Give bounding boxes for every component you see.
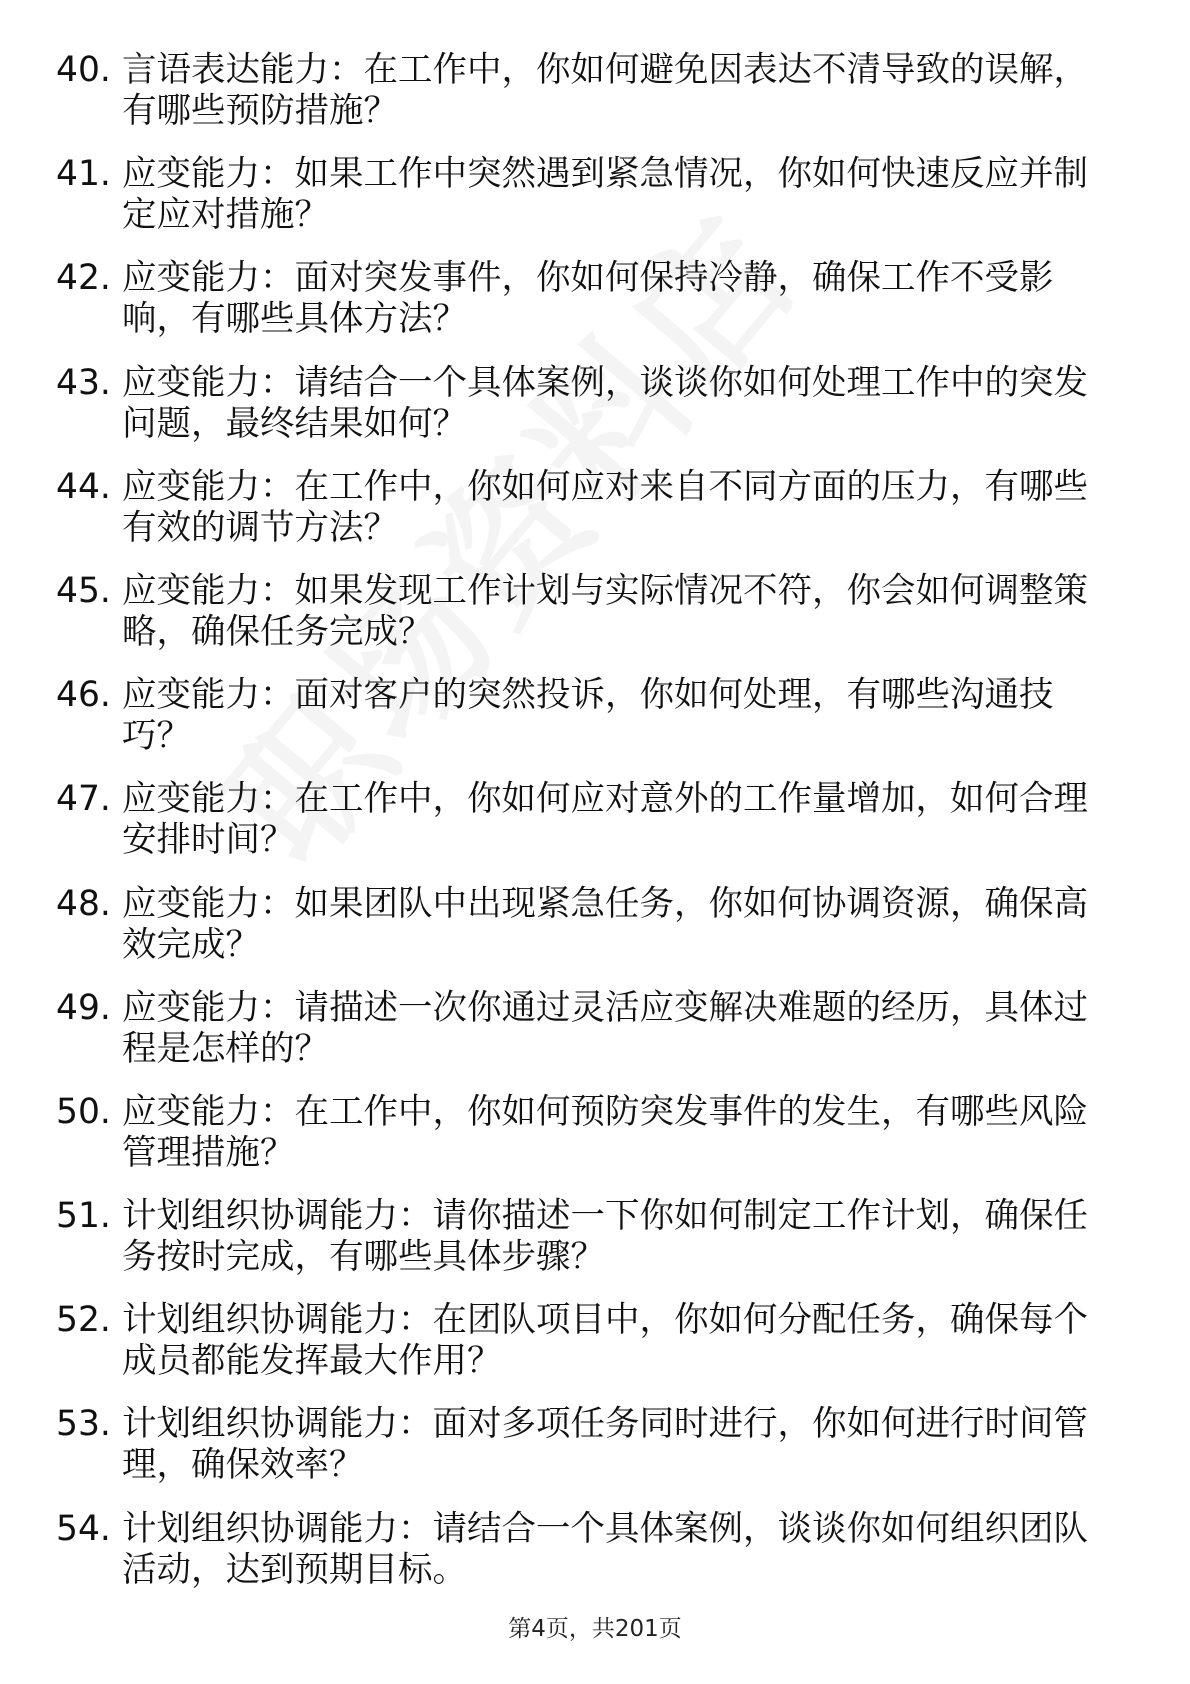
question-number: 53. (56, 1404, 111, 1445)
list-item (56, 154, 1116, 258)
question-number: 46. (56, 675, 111, 716)
question-number: 45. (56, 570, 111, 611)
question-number: 54. (56, 1508, 111, 1549)
question-number: 47. (56, 779, 111, 820)
question-text: 应变能力：面对突发事件，你如何保持冷静，确保工作不受影响，有哪些具体方法？ (122, 258, 1054, 340)
list-item (56, 1300, 1116, 1404)
question-number: 43. (56, 362, 111, 403)
list-item (56, 1092, 1116, 1196)
question-text: 计划组织协调能力：在团队项目中，你如何分配任务，确保每个成员都能发挥最大作用？ (122, 1300, 1088, 1382)
list-item (56, 467, 1116, 571)
question-number: 40. (56, 50, 111, 90)
list-item (56, 779, 1116, 883)
list-item (56, 258, 1116, 362)
question-text: 应变能力：面对客户的突然投诉，你如何处理，有哪些沟通技巧？ (122, 675, 1054, 757)
list-item (56, 988, 1116, 1092)
question-number: 48. (56, 883, 111, 924)
question-number: 52. (56, 1300, 111, 1341)
question-text: 计划组织协调能力：请你描述一下你如何制定工作计划，确保任务按时完成，有哪些具体步骤？ (122, 1196, 1088, 1278)
question-text: 计划组织协调能力：面对多项任务同时进行，你如何进行时间管理，确保效率？ (122, 1404, 1088, 1486)
list-item (56, 363, 1116, 467)
question-number: 44. (56, 466, 111, 507)
question-number: 51. (56, 1196, 111, 1237)
question-text: 应变能力：如果工作中突然遇到紧急情况，你如何快速反应并制定应对措施？ (122, 154, 1088, 236)
question-text: 应变能力：如果发现工作计划与实际情况不符，你会如何调整策略，确保任务完成？ (122, 570, 1088, 652)
list-item (56, 884, 1116, 988)
question-text: 应变能力：在工作中，你如何应对来自不同方面的压力，有哪些有效的调节方法？ (122, 466, 1088, 548)
question-text: 言语表达能力：在工作中，你如何避免因表达不清导致的误解，有哪些预防措施？ (122, 50, 1088, 131)
list-item (56, 50, 1116, 154)
question-text: 计划组织协调能力：请结合一个具体案例，谈谈你如何组织团队活动，达到预期目标。 (122, 1508, 1088, 1590)
question-list (56, 50, 1116, 1613)
question-text: 应变能力：在工作中，你如何预防突发事件的发生，有哪些风险管理措施？ (122, 1091, 1088, 1173)
question-text: 应变能力：如果团队中出现紧急任务，你如何协调资源，确保高效完成？ (122, 883, 1088, 965)
question-number: 42. (56, 258, 111, 299)
question-text: 应变能力：在工作中，你如何应对意外的工作量增加，如何合理安排时间？ (122, 779, 1088, 861)
question-number: 49. (56, 987, 111, 1028)
list-item (56, 675, 1116, 779)
list-item (56, 1404, 1116, 1508)
question-number: 41. (56, 154, 111, 195)
list-item (56, 1509, 1116, 1613)
list-item (56, 1196, 1116, 1300)
question-number: 50. (56, 1091, 111, 1132)
question-text: 应变能力：请结合一个具体案例，谈谈你如何处理工作中的突发问题，最终结果如何？ (122, 362, 1088, 444)
page-footer: 第4页，共201页 (508, 1616, 682, 1642)
list-item (56, 571, 1116, 675)
question-text: 应变能力：请描述一次你通过灵活应变解决难题的经历，具体过程是怎样的？ (122, 987, 1088, 1069)
